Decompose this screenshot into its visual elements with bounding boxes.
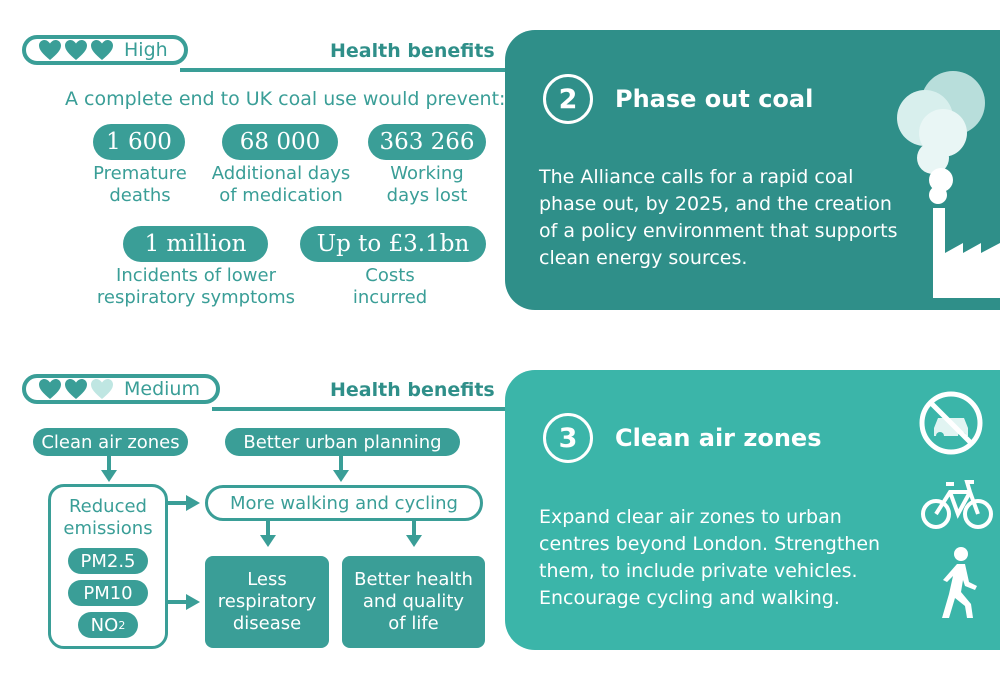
stat-caption: Additional days of medication (211, 163, 351, 206)
stat-value: 1 million (123, 226, 268, 262)
walking-cycling-box: More walking and cycling (205, 485, 483, 521)
factory-smoke-icon (883, 58, 1000, 298)
stat-value: Up to £3.1bn (300, 226, 486, 262)
arrow-down-icon (259, 521, 279, 549)
stat-caption: Costs incurred (352, 265, 428, 308)
panel-title: Phase out coal (615, 85, 814, 113)
step-number: 3 (543, 413, 593, 463)
clean-air-zones-tag: Clean air zones (33, 428, 188, 456)
walking-person-icon (935, 546, 981, 620)
panel-body: Expand clear air zones to urban centres beyond London. Strengthen them, to include private vehicles. Encourage cycling and walking. (539, 506, 881, 609)
rating-medium (22, 374, 220, 404)
arrow-down-icon (100, 456, 120, 484)
intro-text: A complete end to UK coal use would prevent: (65, 88, 506, 110)
divider-line (180, 68, 510, 72)
heart-outline-icon (90, 378, 114, 400)
panel-title: Clean air zones (615, 424, 822, 452)
pm10-tag: PM10 (68, 580, 148, 606)
arrow-right-icon (168, 592, 204, 612)
stat-value: 68 000 (222, 124, 338, 160)
stat-caption: Premature deaths (93, 163, 187, 206)
heart-icon (38, 39, 62, 61)
rating-label: High (124, 39, 168, 61)
rating-high (22, 35, 188, 65)
heart-icon (38, 378, 62, 400)
heart-icon (64, 39, 88, 61)
stat-value: 1 600 (93, 124, 185, 160)
air-panel (505, 370, 1000, 650)
panel-body: The Alliance calls for a rapid coal phase out, by 2025, and the creation of a policy environment that supports clean energy sources. (539, 166, 898, 269)
less-respiratory-box: Less respiratory disease (205, 556, 329, 648)
better-health-box: Better health and quality of life (342, 556, 485, 648)
reduced-emissions-box: Reduced emissions PM2.5 PM10 NO 2 (48, 484, 168, 649)
urban-planning-tag: Better urban planning (225, 428, 460, 456)
stat-caption: Incidents of lower respiratory symptoms (96, 265, 296, 308)
divider-line (212, 407, 510, 411)
no2-tag: NO 2 (78, 612, 138, 638)
arrow-down-icon (332, 456, 352, 484)
heart-icon (90, 39, 114, 61)
step-number: 2 (543, 74, 593, 124)
pm25-tag: PM2.5 (68, 548, 148, 574)
health-benefits-label: Health benefits (330, 379, 495, 401)
heart-icon (64, 378, 88, 400)
no-cars-icon (918, 390, 984, 456)
bicycle-icon (920, 474, 994, 534)
arrow-right-icon (168, 493, 204, 513)
stat-caption: Working days lost (386, 163, 468, 206)
health-benefits-label: Health benefits (330, 40, 495, 62)
arrow-down-icon (405, 521, 425, 549)
rating-label: Medium (124, 378, 200, 400)
coal-panel (505, 30, 1000, 310)
stat-value: 363 266 (368, 124, 486, 160)
